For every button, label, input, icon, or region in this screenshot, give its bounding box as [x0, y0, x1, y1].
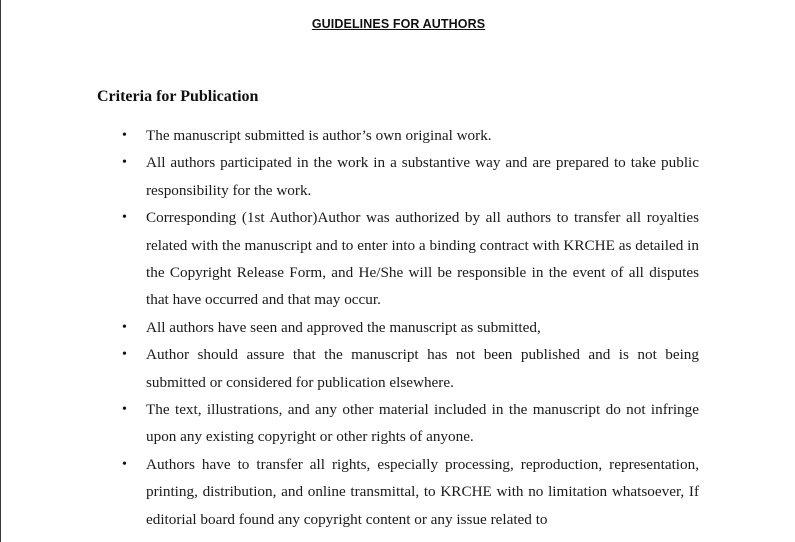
bullet-icon: •	[122, 210, 127, 226]
list-item-text: The text, illustrations, and any other material included in the manuscript do not infringe upon any existing copyright or other rights of anyone.	[146, 401, 699, 446]
list-item	[122, 396, 699, 451]
list-item	[122, 204, 699, 314]
criteria-list	[122, 122, 699, 533]
section-heading: Criteria for Publication	[97, 88, 259, 105]
document-title: GUIDELINES FOR AUTHORS	[311, 17, 486, 31]
list-item-text: The manuscript submitted is author’s own original work.	[146, 127, 492, 144]
bullet-icon: •	[122, 319, 127, 335]
list-item	[122, 341, 699, 396]
list-item	[122, 314, 699, 341]
list-item	[122, 122, 699, 149]
list-item-text: All authors have seen and approved the manuscript as submitted,	[146, 318, 541, 336]
list-item	[122, 451, 699, 533]
list-item-text: Authors have to transfer all rights, especially processing, reproduction, representation, printing, distribution, and online transmittal, to KRCHE with no limitation whatsoever, If editorial board found any copyright content or any issue related to	[146, 455, 699, 528]
bullet-icon: •	[122, 456, 127, 472]
list-item-text: All authors participated in the work in a substantive way and are prepared to take public responsibility for the work.	[146, 154, 699, 199]
list-item-text: Author should assure that the manuscript has not been published and is not being submitted or considered for publication elsewhere.	[146, 346, 699, 391]
bullet-icon: •	[122, 128, 127, 143]
bullet-icon: •	[122, 402, 127, 418]
list-item	[122, 149, 699, 204]
bullet-icon: •	[122, 347, 127, 363]
bullet-icon: •	[122, 155, 127, 171]
list-item-text: Corresponding (1st Author)Author was authorized by all authors to transfer all royalties related with the manuscript and to enter into a binding contract with KRCHE as detailed in the Copyright Release Form, and He/She will be responsible in the event of all disputes that have occurred and that may occur.	[146, 209, 699, 309]
